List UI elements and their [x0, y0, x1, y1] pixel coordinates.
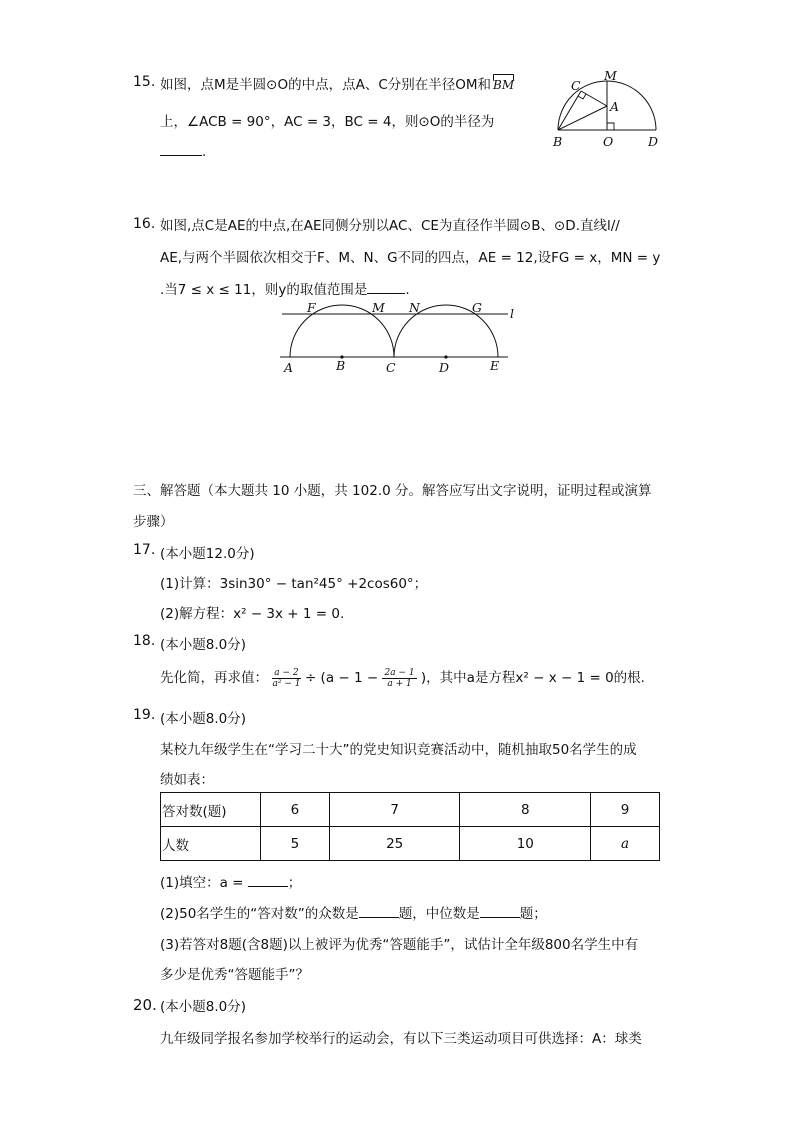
label-b: B [336, 358, 346, 373]
label-d: D [648, 134, 659, 149]
q19-part3-line1: (3)若答对8题(含8题)以上被评为优秀“答题能手”，试估计全年级800名学生中有 [160, 937, 639, 953]
table-cell: 答对数(题) [161, 793, 261, 827]
q15-figure [548, 66, 668, 152]
table-cell: 8 [460, 793, 591, 827]
fraction-1: $\frac{a - 2}{\text{a² − 1}}$ [272, 667, 301, 689]
label-c: C [571, 78, 581, 93]
q19-blank-a[interactable] [248, 874, 288, 887]
table-cell: 9 [591, 793, 660, 827]
q17-number: 17. [133, 542, 156, 558]
label-a: A [284, 360, 294, 375]
table-cell: 10 [460, 827, 591, 861]
q20-score: (本小题8.0分) [160, 999, 247, 1015]
q16-figure [276, 296, 524, 378]
label-l: l [510, 306, 514, 321]
q16-line1: 如图,点C是AE的中点,在AE同侧分别以AC、CE为直径作半圆⊙B、⊙D.直线l// [160, 218, 620, 234]
section3-title: 三、解答题（本大题共 10 小题，共 102.0 分。解答应写出文字说明，证明过程或演算 [133, 483, 652, 499]
q19-number: 19. [133, 707, 156, 723]
label-g: G [472, 300, 482, 315]
table-cell: 7 [329, 793, 460, 827]
table-cell: 人数 [161, 827, 261, 861]
fraction-2: $\frac{2a - 1}{a + 1}$ [384, 667, 415, 689]
q16-number: 16. [133, 216, 156, 232]
label-b: B [553, 134, 563, 149]
q20-number: 20. [133, 996, 157, 1014]
label-n: N [409, 300, 420, 315]
table-cell: a [591, 827, 660, 861]
q17-part1: (1)计算：3sin30° − tan²45° +2cos60°； [160, 576, 428, 592]
label-m: M [372, 300, 385, 315]
label-e: E [490, 358, 500, 373]
q19-part3-line2: 多少是优秀“答题能手”？ [160, 967, 309, 983]
q20-line1: 九年级同学报名参加学校举行的运动会，有以下三类运动项目可供选择：A：球类 [160, 1031, 642, 1047]
q18-number: 18. [133, 633, 156, 649]
center-d-dot [444, 355, 447, 358]
label-m: M [604, 68, 617, 83]
q18-expression: 先化简，再求值： $\frac{a - 2}{\text{a² − 1}}$ ÷ (a − 1 − $\frac{2a - 1}{a + 1}$ )，其中a是方程x² − x − 1 = 0的根. [160, 667, 645, 689]
right-angle-o [607, 123, 614, 130]
q18-score: (本小题8.0分) [160, 637, 247, 653]
label-d: D [439, 360, 450, 375]
q17-part2: (2)解方程：x² − 3x + 1 = 0. [160, 606, 345, 622]
q16-line2: AE,与两个半圆依次相交于F、M、N、G不同的四点，AE = 12,设FG = x，MN = y [160, 250, 661, 266]
q19-part2: (2)50名学生的“答对数”的众数是 题，中位数是 题； [160, 906, 547, 922]
q19-blank-mode[interactable] [359, 905, 399, 918]
q15-line2: 上，∠ACB = 90°，AC = 3，BC = 4，则⊙O的半径为 [160, 114, 495, 130]
q15-line1 [160, 73, 514, 93]
q15-number: 15. [133, 74, 156, 90]
table-cell: 5 [261, 827, 330, 861]
q15-text-1: 如图，点M是半圆⊙O的中点，点A、C分别在半径OM和 [160, 77, 492, 93]
score-table [160, 792, 660, 861]
label-f: F [307, 300, 316, 315]
q15-answer-blank[interactable] [160, 143, 202, 156]
q15-arc-label: BM [493, 78, 514, 92]
segment-ca [581, 91, 607, 106]
table-row [161, 827, 660, 861]
label-a: A [610, 99, 620, 114]
table-row-header [161, 793, 660, 827]
q15-line3: . [160, 143, 206, 160]
label-o: O [603, 134, 614, 149]
q19-score: (本小题8.0分) [160, 711, 247, 727]
q19-part1: (1)填空：a = ； [160, 875, 302, 891]
q17-score: (本小题12.0分) [160, 546, 255, 562]
q16-answer-blank[interactable] [367, 281, 405, 294]
table-cell: 6 [261, 793, 330, 827]
q19-blank-median[interactable] [480, 905, 520, 918]
q16-line3: .当7 ≤ x ≤ 11，则y的取值范围是 . [160, 282, 410, 298]
table-cell: 25 [329, 827, 460, 861]
q19-line1: 某校九年级学生在“学习二十大”的党史知识竞赛活动中，随机抽取50名学生的成 [160, 742, 637, 758]
q19-line2: 绩如表： [160, 772, 214, 788]
section3-title2: 步骤） [133, 514, 174, 530]
label-c: C [386, 360, 396, 375]
